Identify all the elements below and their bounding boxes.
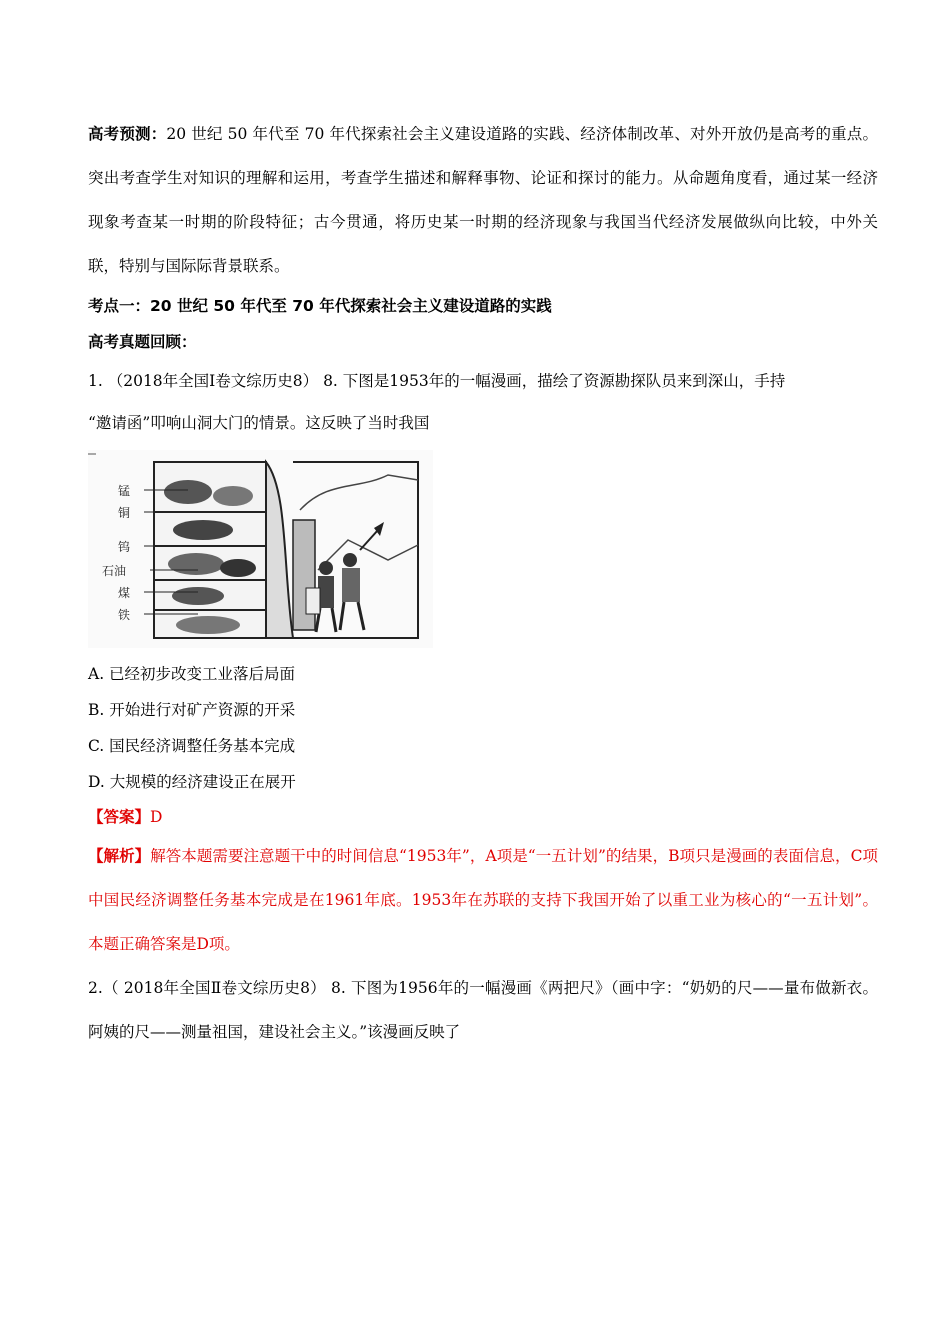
q1-analysis [88,834,878,966]
review-title: 高考真题回顾： [88,333,197,351]
section-title: 考点一：20 世纪 50 年代至 70 年代探索社会主义建设道路的实践 [88,297,552,315]
answer-value: D [150,808,163,826]
figure-label-copper: 铜 [118,506,131,520]
document-page [88,112,878,1054]
figure-label-coal: 煤 [118,586,131,600]
intro-label: 高考预测： [88,125,167,143]
q1-cartoon-image [88,450,433,648]
q1-answer [88,800,878,834]
intro-paragraph [88,112,878,288]
figure-label-petroleum: 石油 [102,564,127,578]
q1-option-a: A. 已经初步改变工业落后局面 [88,665,296,683]
figure-label-iron: 铁 [118,608,131,622]
q2-stem: 2.（ 2018年全国Ⅱ卷文综历史8） 8. 下图为1956年的一幅漫画《两把尺》（画中字：“奶奶的尺——量布做新衣。阿姨的尺——测量祖国，建设社会主义。”该漫画反映了 [88,979,878,1041]
analysis-text: 解答本题需要注意题干中的时间信息“1953年”，A项是“一五计划”的结果，B项只是漫画的表面信息，C项中国民经济调整任务基本完成是在1961年底。1953年在苏联的支持下我国开始了以重工业为核心的“一五计划”。本题正确答案是D项。 [88,847,878,953]
q1-stem-line2: “邀请函”叩响山洞大门的情景。这反映了当时我国 [88,414,430,432]
analysis-tag: 【解析】 [88,847,151,865]
q1-option-c: C. 国民经济调整任务基本完成 [88,737,296,755]
figure-label-manganese: 锰 [118,484,131,498]
figure-label-tungsten: 钨 [118,540,131,554]
cartoon-drawing [88,450,433,648]
q1-stem-line1: 1. （2018年全国Ⅰ卷文综历史8） 8. 下图是1953年的一幅漫画，描绘了资源勘探队员来到深山，手持 [88,372,786,390]
intro-text: 20 世纪 50 年代至 70 年代探索社会主义建设道路的实践、经济体制改革、对外开放仍是高考的重点。突出考查学生对知识的理解和运用，考查学生描述和解释事物、论证和探讨的能力。从命题角度看，通过某一经济现象考查某一时期的阶段特征；古今贯通，将历史某一时期的经济现象与我国当代经济发展做纵向比较，中外关联，特别与国际际背景联系。 [88,125,878,275]
q1-option-d: D. 大规模的经济建设正在展开 [88,773,296,791]
q1-option-b: B. 开始进行对矿产资源的开采 [88,701,296,719]
answer-tag: 【答案】 [88,808,151,826]
